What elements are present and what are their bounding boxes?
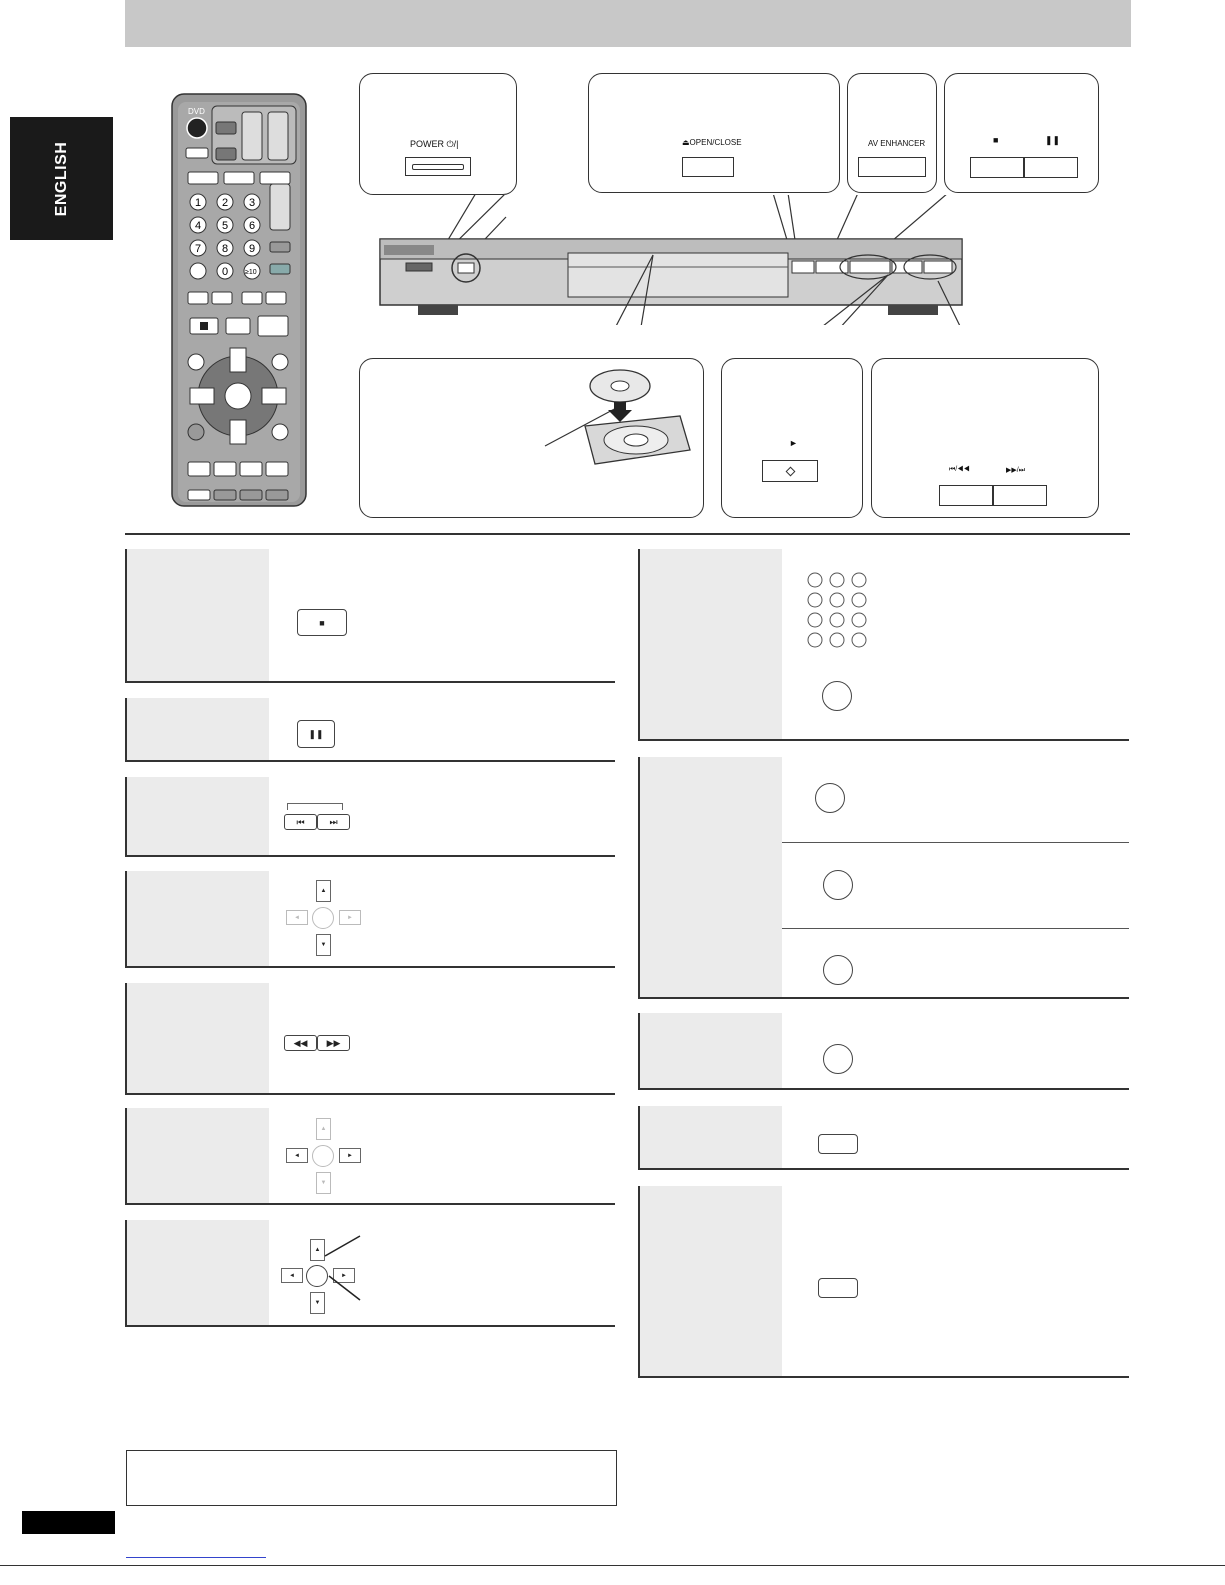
- disc-tray-icon: [540, 364, 700, 474]
- row-rule: [125, 1093, 615, 1095]
- up-arrow-key[interactable]: ▲: [316, 1118, 331, 1140]
- row-rule: [125, 966, 615, 968]
- row-rule: [638, 739, 1129, 741]
- remote-digit-3: 3: [249, 197, 256, 209]
- av-enhancer-callout: [847, 73, 937, 193]
- right-arrow-key[interactable]: ►: [339, 1148, 361, 1163]
- round-key[interactable]: [823, 955, 853, 985]
- disc-tray-callout: [359, 358, 704, 518]
- row-rule: [125, 855, 615, 857]
- note-box: [126, 1450, 617, 1506]
- panel-left-search: [125, 983, 269, 1095]
- header-band: [125, 0, 1131, 47]
- panel-left-cursor-vertical: [125, 871, 269, 968]
- remote-digit-0: 0: [222, 266, 229, 278]
- down-arrow-key[interactable]: ▼: [310, 1292, 325, 1314]
- skip-search-back-label: ⏮/◀◀: [949, 466, 970, 473]
- row-rule: [638, 1168, 1129, 1170]
- numeric-keypad-icon: [806, 571, 876, 649]
- language-tab: [10, 117, 113, 240]
- search-back-key[interactable]: ◀◀: [284, 1035, 317, 1051]
- skip-bracket: [287, 803, 343, 810]
- page-number-tab: [22, 1511, 115, 1534]
- up-arrow-key[interactable]: ▲: [310, 1239, 325, 1261]
- av-enhancer-button[interactable]: [858, 157, 926, 177]
- av-enhancer-label: AV ENHANCER: [868, 139, 926, 148]
- row-rule: [125, 1325, 615, 1327]
- skip-search-callout: [871, 358, 1099, 518]
- round-key[interactable]: [823, 870, 853, 900]
- dvd-player-illustration: [378, 195, 966, 325]
- skip-forward-key[interactable]: ⏭: [317, 814, 350, 830]
- row-rule: [125, 760, 615, 762]
- rect-key[interactable]: [818, 1134, 858, 1154]
- unit-skip-forward-button[interactable]: [993, 485, 1047, 506]
- down-arrow-key[interactable]: ▼: [316, 934, 331, 956]
- remote-brand-label: DVD: [188, 107, 205, 116]
- panel-right-function: [638, 1013, 782, 1090]
- row-rule: [638, 1376, 1129, 1378]
- panel-right-options: [638, 757, 782, 999]
- remote-plus10-label: ≥10: [245, 269, 257, 276]
- panel-left-pause: [125, 698, 269, 762]
- remote-control-illustration: [170, 92, 308, 508]
- row-rule: [782, 842, 1129, 843]
- left-arrow-key[interactable]: ◄: [286, 1148, 308, 1163]
- remote-digit-2: 2: [222, 197, 229, 209]
- remote-digit-9: 9: [249, 243, 256, 255]
- footer-rule: [0, 1565, 1225, 1566]
- play-callout: [721, 358, 863, 518]
- row-rule: [125, 1203, 615, 1205]
- row-rule: [638, 1088, 1129, 1090]
- panel-right-numbers: [638, 549, 782, 741]
- left-arrow-key[interactable]: ◄: [281, 1268, 303, 1283]
- footer-link[interactable]: [126, 1557, 266, 1558]
- stop-pause-callout: [944, 73, 1099, 193]
- section-divider: [125, 533, 1130, 535]
- panel-right-display: [638, 1106, 782, 1170]
- rect-key[interactable]: [818, 1278, 858, 1298]
- remote-digit-4: 4: [195, 220, 202, 232]
- round-key[interactable]: [815, 783, 845, 813]
- down-arrow-key[interactable]: ▼: [316, 1172, 331, 1194]
- unit-skip-back-button[interactable]: [939, 485, 993, 506]
- enter-key[interactable]: [312, 1145, 334, 1167]
- search-forward-key[interactable]: ▶▶: [317, 1035, 350, 1051]
- power-callout: [359, 73, 517, 195]
- power-button[interactable]: [405, 157, 471, 176]
- panel-left-cursor-horizontal: [125, 1108, 269, 1205]
- pause-key[interactable]: ❚❚: [297, 720, 335, 748]
- panel-left-stop: [125, 549, 269, 683]
- panel-left-select: [125, 1220, 269, 1327]
- row-rule: [782, 928, 1129, 929]
- remote-digit-5: 5: [222, 220, 229, 232]
- skip-back-key[interactable]: ⏮: [284, 814, 317, 830]
- stop-key[interactable]: ■: [297, 609, 347, 636]
- power-label: POWER ⏻/|: [410, 139, 459, 149]
- panel-left-skip: [125, 777, 269, 857]
- skip-search-forward-label: ▶▶/⏭: [1006, 467, 1026, 474]
- remote-digit-1: 1: [195, 197, 202, 209]
- remote-digit-6: 6: [249, 220, 256, 232]
- right-arrow-key[interactable]: ►: [333, 1268, 355, 1283]
- row-rule: [125, 681, 615, 683]
- pause-symbol-label: ❚❚: [1045, 135, 1061, 145]
- language-label: ENGLISH: [52, 141, 70, 216]
- open-close-button[interactable]: [682, 157, 734, 177]
- pointer-lines: [315, 1230, 375, 1310]
- enter-key[interactable]: [312, 907, 334, 929]
- up-arrow-key[interactable]: ▲: [316, 880, 331, 902]
- unit-pause-button[interactable]: [1024, 157, 1078, 178]
- round-key[interactable]: [822, 681, 852, 711]
- row-rule: [638, 997, 1129, 999]
- unit-play-button[interactable]: [762, 460, 818, 482]
- remote-digit-8: 8: [222, 243, 229, 255]
- remote-digit-7: 7: [195, 243, 202, 255]
- unit-stop-button[interactable]: [970, 157, 1024, 178]
- panel-right-setting: [638, 1186, 782, 1378]
- open-close-label: ⏏OPEN/CLOSE: [682, 138, 742, 147]
- round-key[interactable]: [823, 1044, 853, 1074]
- stop-symbol-label: ■: [993, 135, 999, 145]
- open-close-callout: [588, 73, 840, 193]
- play-symbol-label: ►: [789, 438, 798, 448]
- left-arrow-key[interactable]: ◄: [286, 910, 308, 925]
- right-arrow-key[interactable]: ►: [339, 910, 361, 925]
